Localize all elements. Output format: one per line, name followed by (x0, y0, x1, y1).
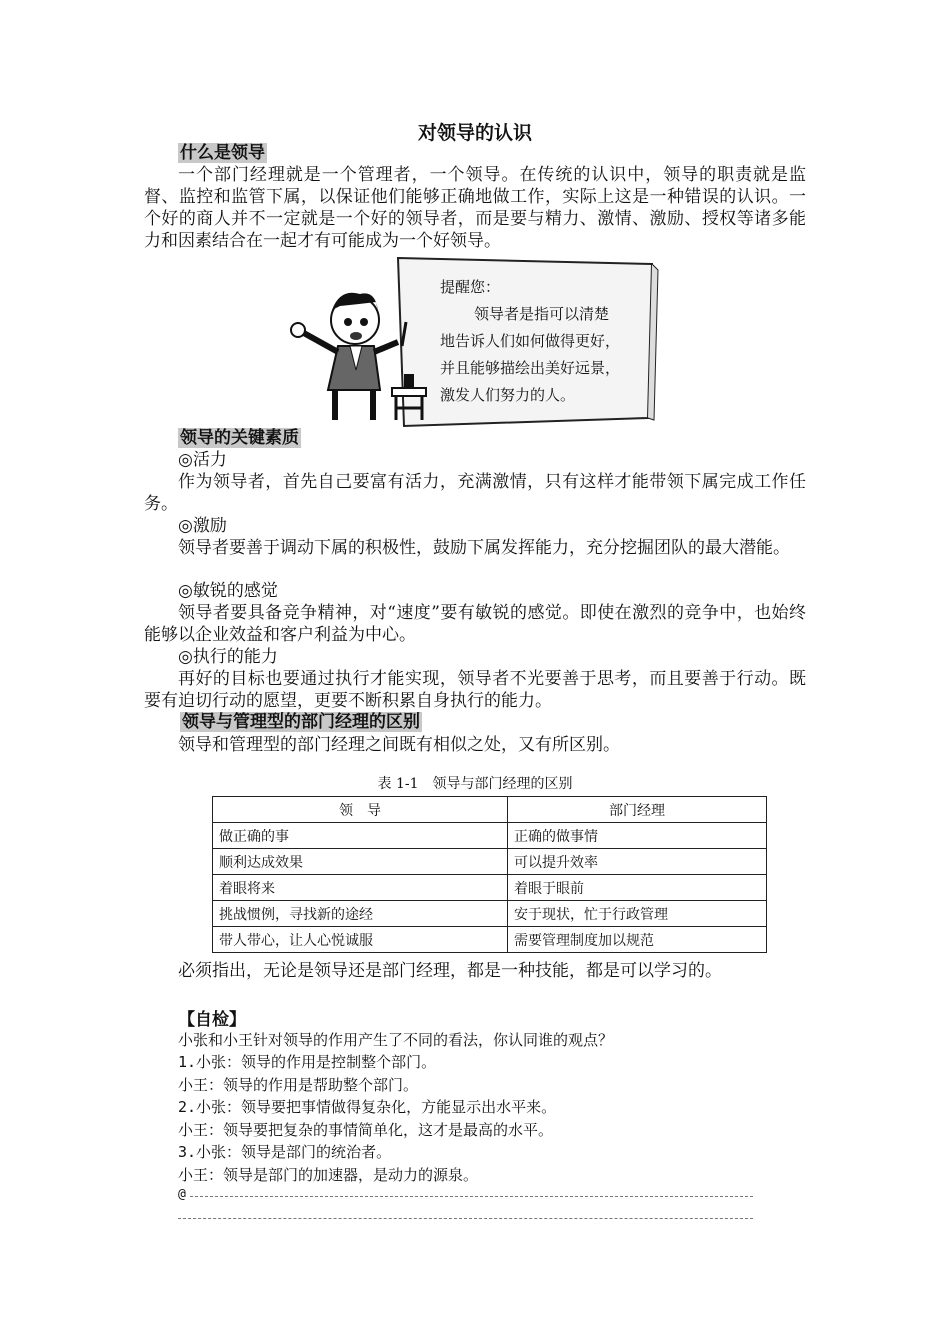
quality-label-execution: ◎执行的能力 (178, 647, 278, 667)
table-row (213, 849, 767, 875)
answer-mark: @ (178, 1187, 186, 1202)
table-conclusion: 必须指出，无论是领导还是部门经理，都是一种技能，都是可以学习的。 (178, 961, 722, 981)
quality-text-vitality: 作为领导者，首先自己要富有活力，充满激情，只有这样才能带领下属完成工作任务。 (144, 472, 806, 514)
table-cell: 安于现状，忙于行政管理 (508, 901, 767, 927)
note-line-1: 领导者是指可以清楚 (474, 305, 610, 323)
table-cell: 着眼将来 (213, 875, 508, 901)
table-header-row (213, 797, 767, 823)
table-cell: 带人带心，让人心悦诚服 (213, 927, 508, 953)
table-row (213, 901, 767, 927)
quality-label-vitality: ◎活力 (178, 450, 227, 470)
intro-paragraph: 一个部门经理就是一个管理者，一个领导。在传统的认识中，领导的职责就是监督、监控和监管下属，以保证他们能够正确地做工作，实际上这是一种错误的认识。一个好的商人并不一定就是一个好的领导者，而是要与精力、激情、激励、授权等诸多能力和因素结合在一起才有可能成为一个好领导。 (144, 165, 806, 251)
selfcheck-line: 2.小张：领导要把事情做得复杂化，方能显示出水平来。 (178, 1098, 557, 1116)
table-cell: 顺利达成效果 (213, 849, 508, 875)
table-header-leader: 领 导 (213, 797, 508, 823)
table-cell: 着眼于眼前 (508, 875, 767, 901)
quality-label-sharpness: ◎敏锐的感觉 (178, 581, 278, 601)
selfcheck-line: 小王：领导是部门的加速器，是动力的源泉。 (178, 1166, 479, 1184)
table-header-manager: 部门经理 (508, 797, 767, 823)
selfcheck-question: 小张和小王针对领导的作用产生了不同的看法，你认同谁的观点？ (178, 1031, 614, 1049)
page-title: 对领导的认识 (417, 122, 532, 144)
table-caption: 表 1-1 领导与部门经理的区别 (377, 776, 573, 792)
table-row (213, 875, 767, 901)
table-row (213, 927, 767, 953)
quality-text-motivation: 领导者要善于调动下属的积极性，鼓励下属发挥能力，充分挖掘团队的最大潜能。 (178, 538, 790, 558)
table-cell: 正确的做事情 (508, 823, 767, 849)
answer-line[interactable] (178, 1218, 753, 1219)
comparison-table (212, 796, 767, 953)
note-title: 提醒您： (440, 278, 501, 296)
selfcheck-line: 小王：领导要把复杂的事情简单化，这才是最高的水平。 (178, 1121, 554, 1139)
difference-intro: 领导和管理型的部门经理之间既有相似之处，又有所区别。 (178, 735, 620, 755)
quality-text-execution: 再好的目标也要通过执行才能实现，领导者不光要善于思考，而且要善于行动。既要有迫切行动的愿望，更要不断积累自身执行的能力。 (144, 669, 806, 711)
table-cell: 需要管理制度加以规范 (508, 927, 767, 953)
section-heading-what-is-leader: 什么是领导 (180, 143, 265, 163)
quality-text-sharpness: 领导者要具备竞争精神，对“速度”要有敏锐的感觉。即使在激烈的竞争中，也始终能够以企业效益和客户利益为中心。 (144, 603, 806, 645)
note-line-3: 并且能够描绘出美好远景， (440, 359, 621, 377)
section-heading-key-qualities: 领导的关键素质 (180, 428, 299, 448)
answer-line[interactable] (190, 1196, 753, 1197)
quality-label-motivation: ◎激励 (178, 516, 227, 536)
note-line-2: 地告诉人们如何做得更好， (440, 332, 621, 350)
section-heading-difference: 领导与管理型的部门经理的区别 (182, 712, 420, 732)
selfcheck-line: 1.小张：领导的作用是控制整个部门。 (178, 1053, 437, 1071)
note-line-4: 激发人们努力的人。 (440, 386, 576, 404)
illustration (280, 250, 670, 430)
table-cell: 挑战惯例，寻找新的途经 (213, 901, 508, 927)
selfcheck-line: 3.小张：领导是部门的统治者。 (178, 1143, 392, 1161)
table-cell: 做正确的事 (213, 823, 508, 849)
selfcheck-heading: 【自检】 (178, 1010, 246, 1030)
table-row (213, 823, 767, 849)
table-cell: 可以提升效率 (508, 849, 767, 875)
selfcheck-line: 小王：领导的作用是帮助整个部门。 (178, 1076, 419, 1094)
